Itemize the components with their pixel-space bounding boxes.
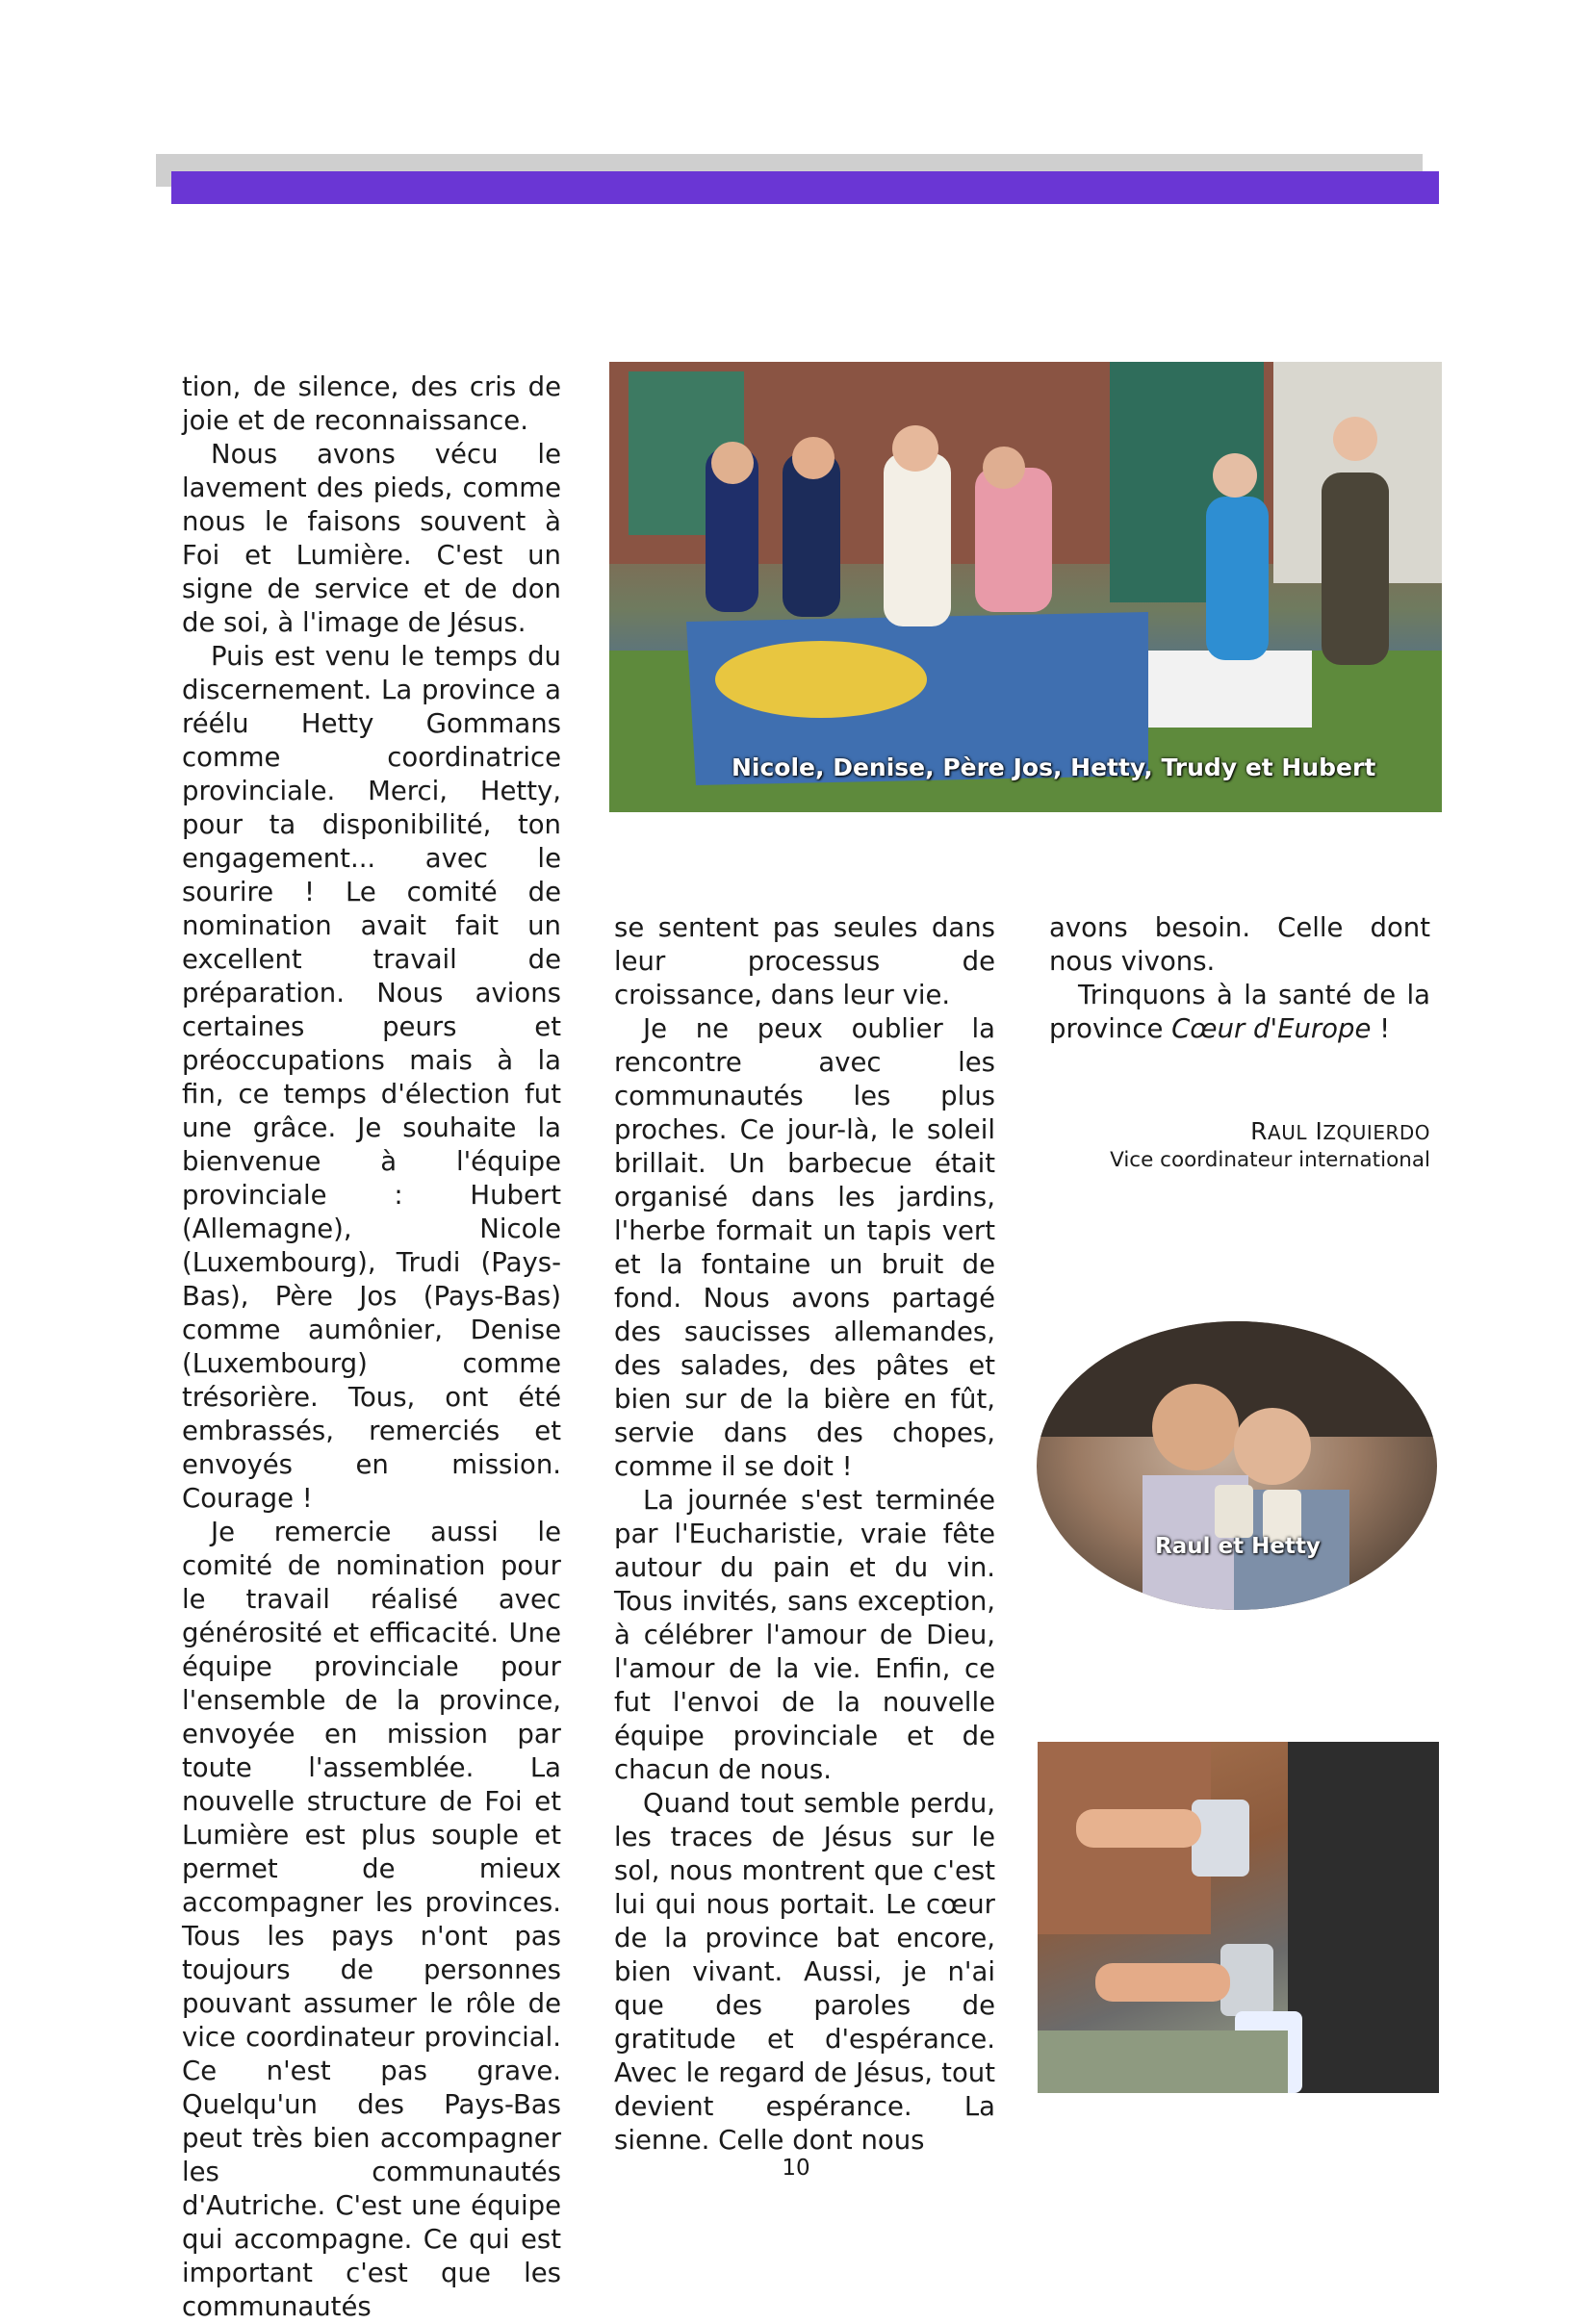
- signature-role: Vice coordinateur international: [1110, 1148, 1430, 1172]
- text-segment: !: [1371, 1013, 1391, 1044]
- page-number: 10: [782, 2156, 810, 2181]
- group-photo-caption: Nicole, Denise, Père Jos, Hetty, Trudy et Hubert: [732, 753, 1376, 781]
- name-rest: ZQUIERDO: [1322, 1121, 1430, 1144]
- name-rest: AUL: [1268, 1121, 1308, 1144]
- paragraph: avons besoin. Celle dont nous vivons.: [1049, 912, 1430, 977]
- portrait-photo: [1037, 1321, 1437, 1610]
- text-segment: Trinquons à la santé de la province: [1049, 980, 1430, 1044]
- paragraph: La journée s'est terminée par l'Eucharistie, vraie fête autour du pain et du vin. Tous invités, sans exception, à célébrer l'amour de Dieu, l'amour de la vie. Enfin, ce fut l'envoi de la nouvelle équipe provinciale et de chacun de nous.: [614, 1485, 995, 1785]
- group-photo: [609, 362, 1442, 812]
- signature-name: [1049, 1116, 1430, 1148]
- province-name: Cœur d'Europe: [1171, 1013, 1372, 1044]
- paragraph: tion, de silence, des cris de joie et de reconnaissance.: [182, 371, 561, 436]
- paragraph: [1049, 979, 1430, 1046]
- name-initial: I: [1315, 1117, 1323, 1145]
- paragraph: Je remercie aussi le comité de nomination pour le travail réalisé avec générosité et efficacité. Une équipe provinciale pour l'ensemble de la province, envoyée en mission par toute l'assemblée. La nouvelle structure de Foi et Lumière est plus souple et permet de mieux accompagner les provinces. Tous les pays n'ont pas toujours de personnes pouvant assumer le rôle de vice coordinateur provincial. Ce n'est pas grave. Quelqu'un des Pays-Bas peut très bien accompagner les communautés d'Autriche. C'est une équipe qui accompagne. Ce qui est important c'est que les communautés: [182, 1517, 561, 2322]
- paragraph: Je ne peux oublier la rencontre avec les communautés les plus proches. Ce jour-là, le soleil brillait. Un barbecue était organisé dans les jardins, l'herbe formait un tapis vert et la fontaine un bruit de fond. Nous avons partagé des saucisses allemandes, des salades, des pâtes et bien sur de la bière en fût, servie dans des chopes, comme il se doit !: [614, 1013, 995, 1482]
- paragraph: Nous avons vécu le lavement des pieds, comme nous le faisons souvent à Foi et Lumière. C'est un signe de service et de don de soi, à l'image de Jésus.: [182, 439, 561, 638]
- mugs-photo: [1038, 1742, 1439, 2093]
- text-column-2: [614, 911, 995, 2158]
- text-column-3: [1049, 911, 1430, 1046]
- mugs-photo-illustration: [1038, 1742, 1439, 2093]
- name-initial: R: [1250, 1117, 1269, 1145]
- paragraph: Quand tout semble perdu, les traces de Jésus sur le sol, nous montrent que c'est lui qui nous portait. Le cœur de la province bat encore, bien vivant. Aussi, je n'ai que des paroles de gratitude et d'espérance. Avec le regard de Jésus, tout devient espérance. La sienne. Celle dont nous: [614, 1788, 995, 2156]
- text-column-1: [182, 370, 561, 2324]
- paragraph: se sentent pas seules dans leur processus de croissance, dans leur vie.: [614, 912, 995, 1010]
- portrait-photo-illustration: [1037, 1321, 1437, 1610]
- header-purple-band: [171, 171, 1439, 204]
- portrait-photo-caption: Raul et Hetty: [1155, 1534, 1321, 1559]
- group-photo-illustration: [609, 362, 1442, 812]
- paragraph: Puis est venu le temps du discernement. La province a réélu Hetty Gommans comme coordinatrice provinciale. Merci, Hetty, pour ta disponibilité, ton engagement... avec le sourire ! Le comité de nomination avait fait un excellent travail de préparation. Nous avions certaines peurs et préoccupations mais à la fin, ce temps d'élection fut une grâce. Je souhaite la bienvenue à l'équipe provinciale : Hubert (Allemagne), Nicole (Luxembourg), Trudi (Pays-Bas), Père Jos (Pays-Bas) comme aumônier, Denise (Luxembourg) comme trésorière. Tous, ont été embrassés, remerciés et envoyés en mission. Courage !: [182, 641, 561, 1514]
